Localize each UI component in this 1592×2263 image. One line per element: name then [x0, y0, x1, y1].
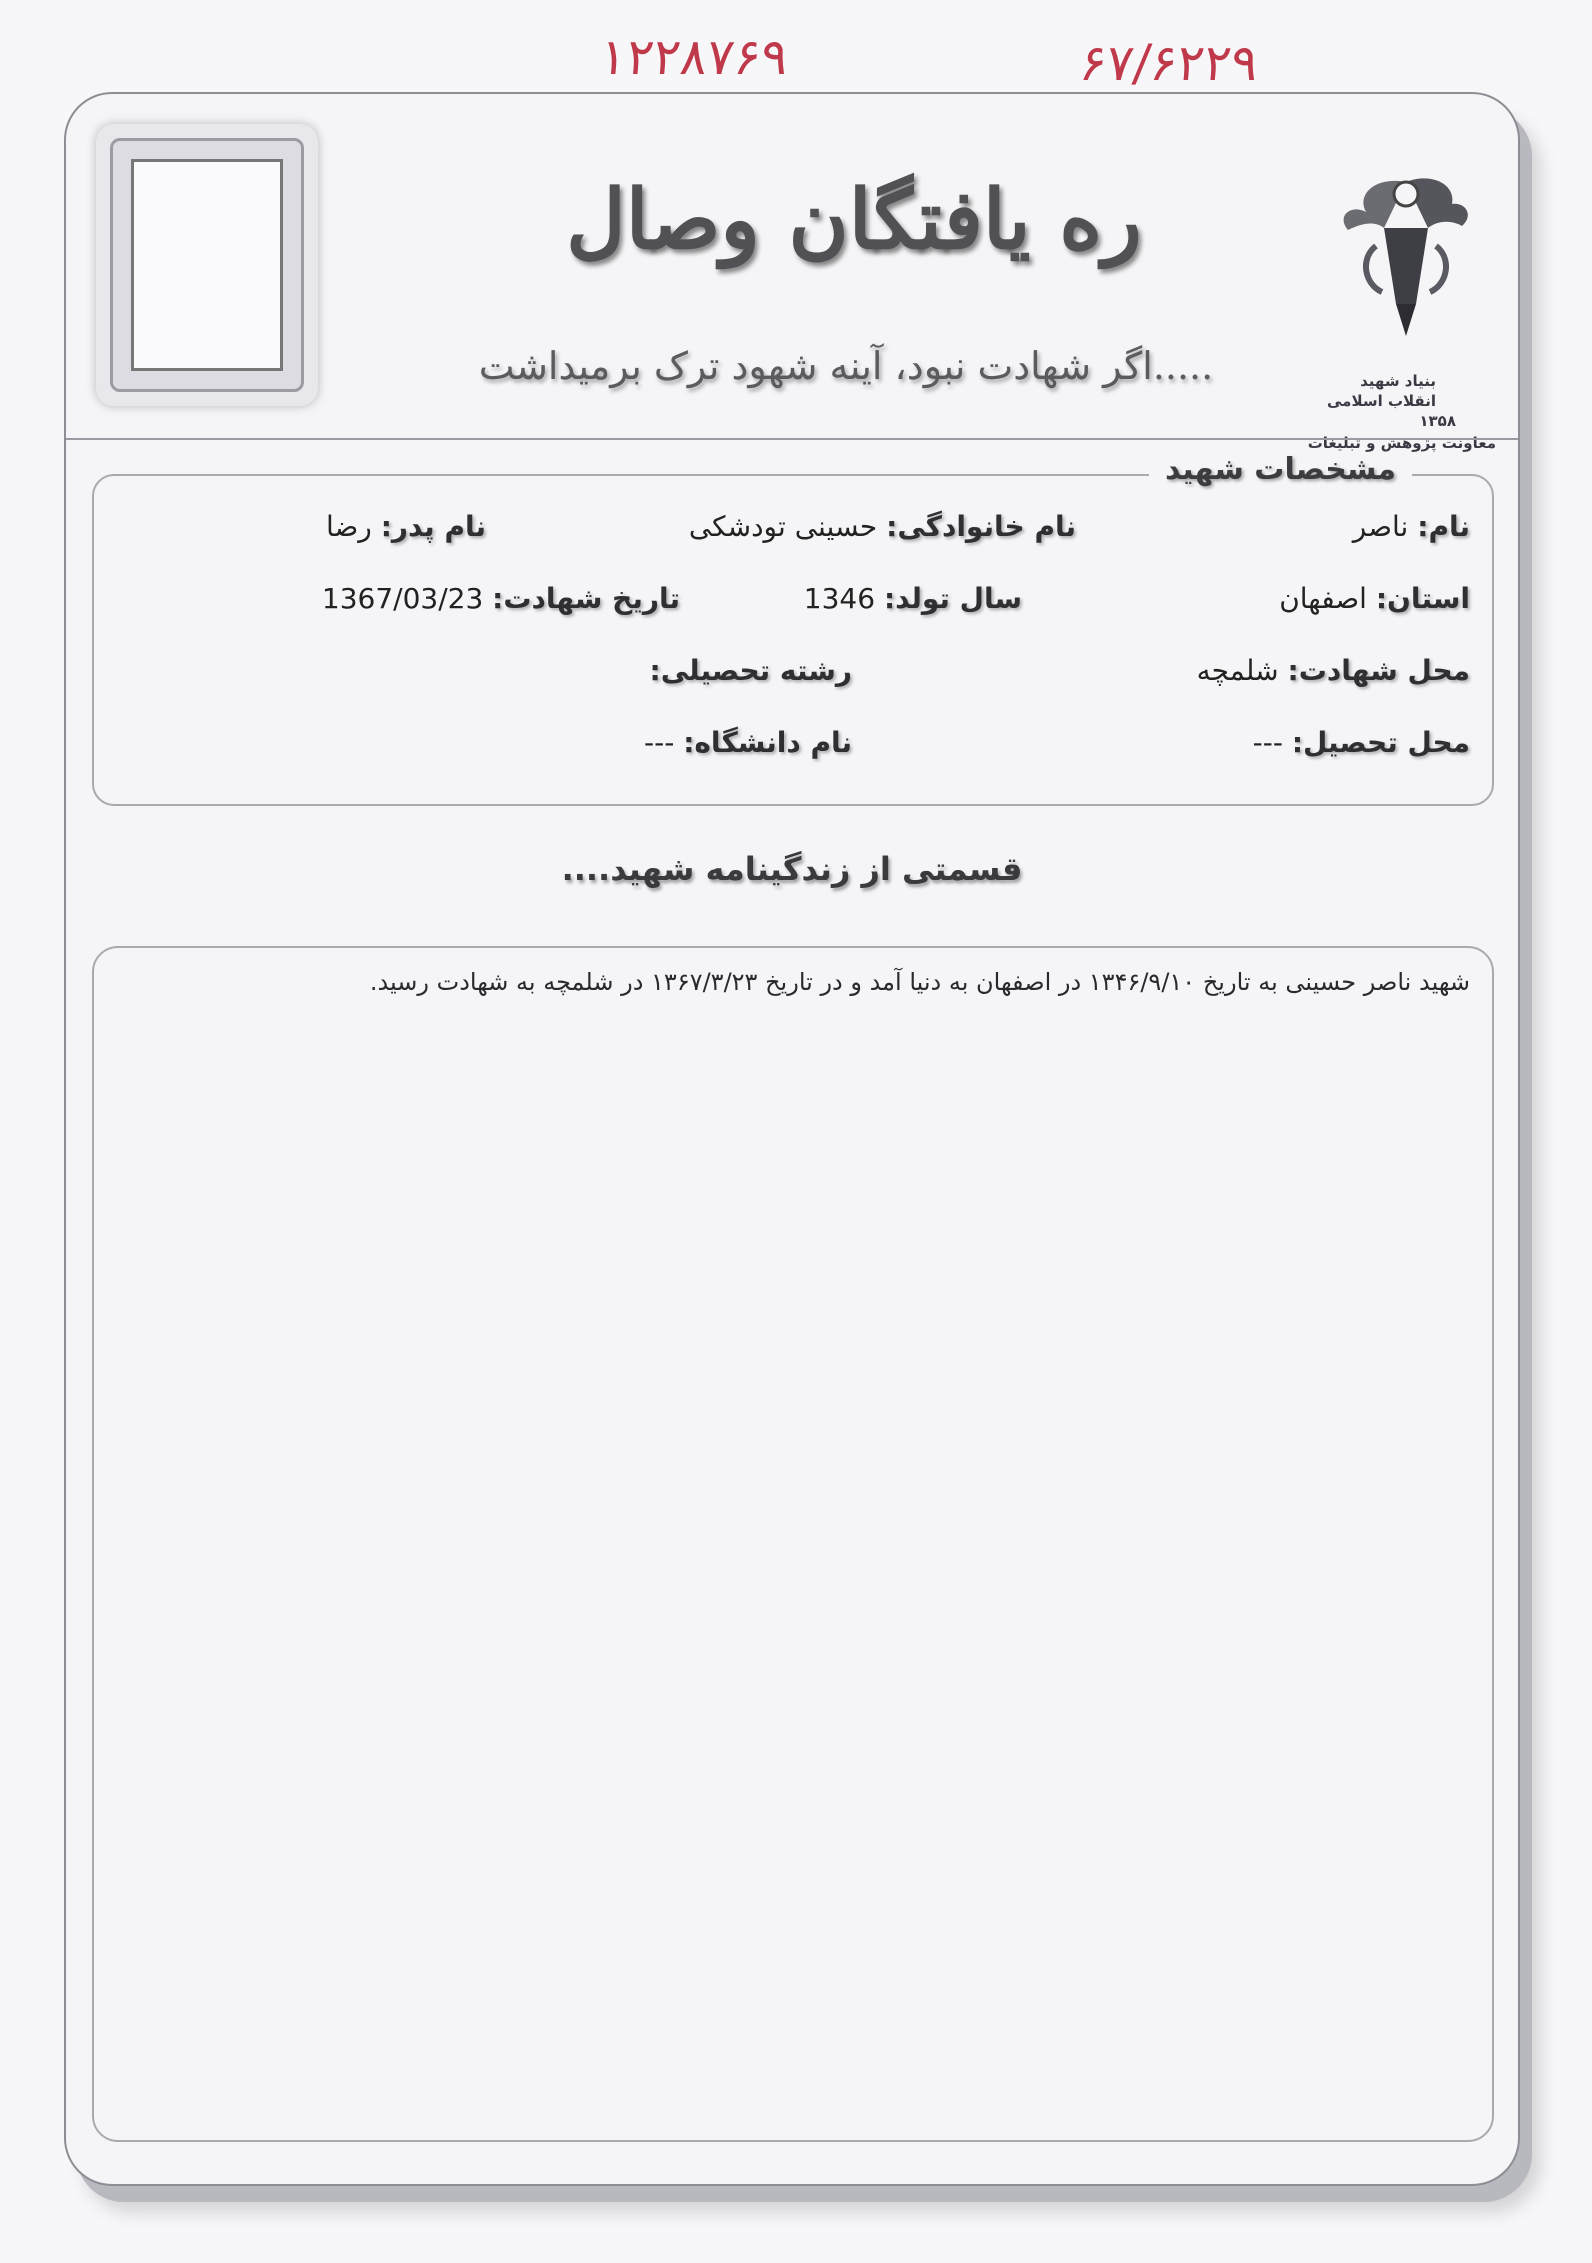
logo-org-line2: انقلاب اسلامی — [1327, 392, 1436, 410]
birth-year-label: سال تولد: — [883, 582, 1022, 615]
father-name-value: رضا — [325, 510, 372, 543]
university-label: نام دانشگاه: — [683, 726, 852, 759]
handwritten-number-right: ۶۷/۶۲۲۹ — [1076, 34, 1262, 92]
page-title: ره یافتگان وصال — [566, 172, 1142, 268]
birth-year-field — [804, 582, 1022, 615]
logo-department: معاونت پژوهش و تبلیغات — [1307, 434, 1496, 452]
first-name-label: نام: — [1417, 510, 1470, 543]
photo-frame — [96, 124, 318, 406]
foundation-logo — [1256, 154, 1496, 452]
field-of-study-field — [650, 654, 852, 687]
first-name-value: ناصر — [1352, 510, 1409, 543]
province-field — [1279, 582, 1470, 615]
study-place-value: --- — [1252, 726, 1283, 759]
field-of-study-label: رشته تحصیلی: — [649, 654, 852, 687]
specs-legend: مشخصات شهید — [1149, 452, 1412, 487]
university-field — [644, 726, 852, 759]
photo-placeholder — [131, 159, 283, 371]
first-name-field — [1353, 510, 1470, 543]
province-value: اصفهان — [1279, 582, 1367, 615]
martyr-record-card — [64, 92, 1520, 2186]
study-place-label: محل تحصیل: — [1291, 726, 1470, 759]
martyrdom-place-label: محل شهادت: — [1287, 654, 1470, 687]
martyrdom-place-field — [1197, 654, 1470, 687]
page-slogan: اگر شهادت نبود، آینه شهود ترک برمیداشت..... — [478, 344, 1214, 388]
specs-box — [92, 452, 1494, 806]
last-name-value: حسینی تودشکی — [688, 510, 878, 543]
handwritten-number-left: ۱۲۲۸۷۶۹ — [596, 28, 792, 86]
logo-org-line1: بنیاد شهید — [1360, 372, 1436, 390]
biography-heading: قسمتی از زندگینامه شهید.... — [561, 850, 1023, 888]
university-value: --- — [643, 726, 675, 759]
header-divider — [66, 438, 1518, 440]
study-place-field — [1253, 726, 1470, 759]
biography-box — [92, 946, 1494, 2142]
province-label: استان: — [1375, 582, 1470, 615]
logo-year: ۱۳۵۸ — [1419, 412, 1456, 430]
biography-text: شهید ناصر حسینی به تاریخ ۱۳۴۶/۹/۱۰ در اصفهان به دنیا آمد و در تاریخ ۱۳۶۷/۳/۲۳ در شلمچه به شهادت رسید. — [369, 968, 1470, 996]
birth-year-value: 1346 — [803, 582, 876, 615]
father-name-field — [326, 510, 486, 543]
emblem-icon — [1256, 154, 1496, 344]
last-name-field — [689, 510, 1076, 543]
martyrdom-date-field — [322, 582, 680, 615]
last-name-label: نام خانوادگی: — [886, 510, 1076, 543]
martyrdom-date-label: تاریخ شهادت: — [492, 582, 680, 615]
martyrdom-place-value: شلمچه — [1196, 654, 1279, 687]
father-name-label: نام پدر: — [380, 510, 486, 543]
martyrdom-date-value: 1367/03/23 — [321, 582, 484, 615]
